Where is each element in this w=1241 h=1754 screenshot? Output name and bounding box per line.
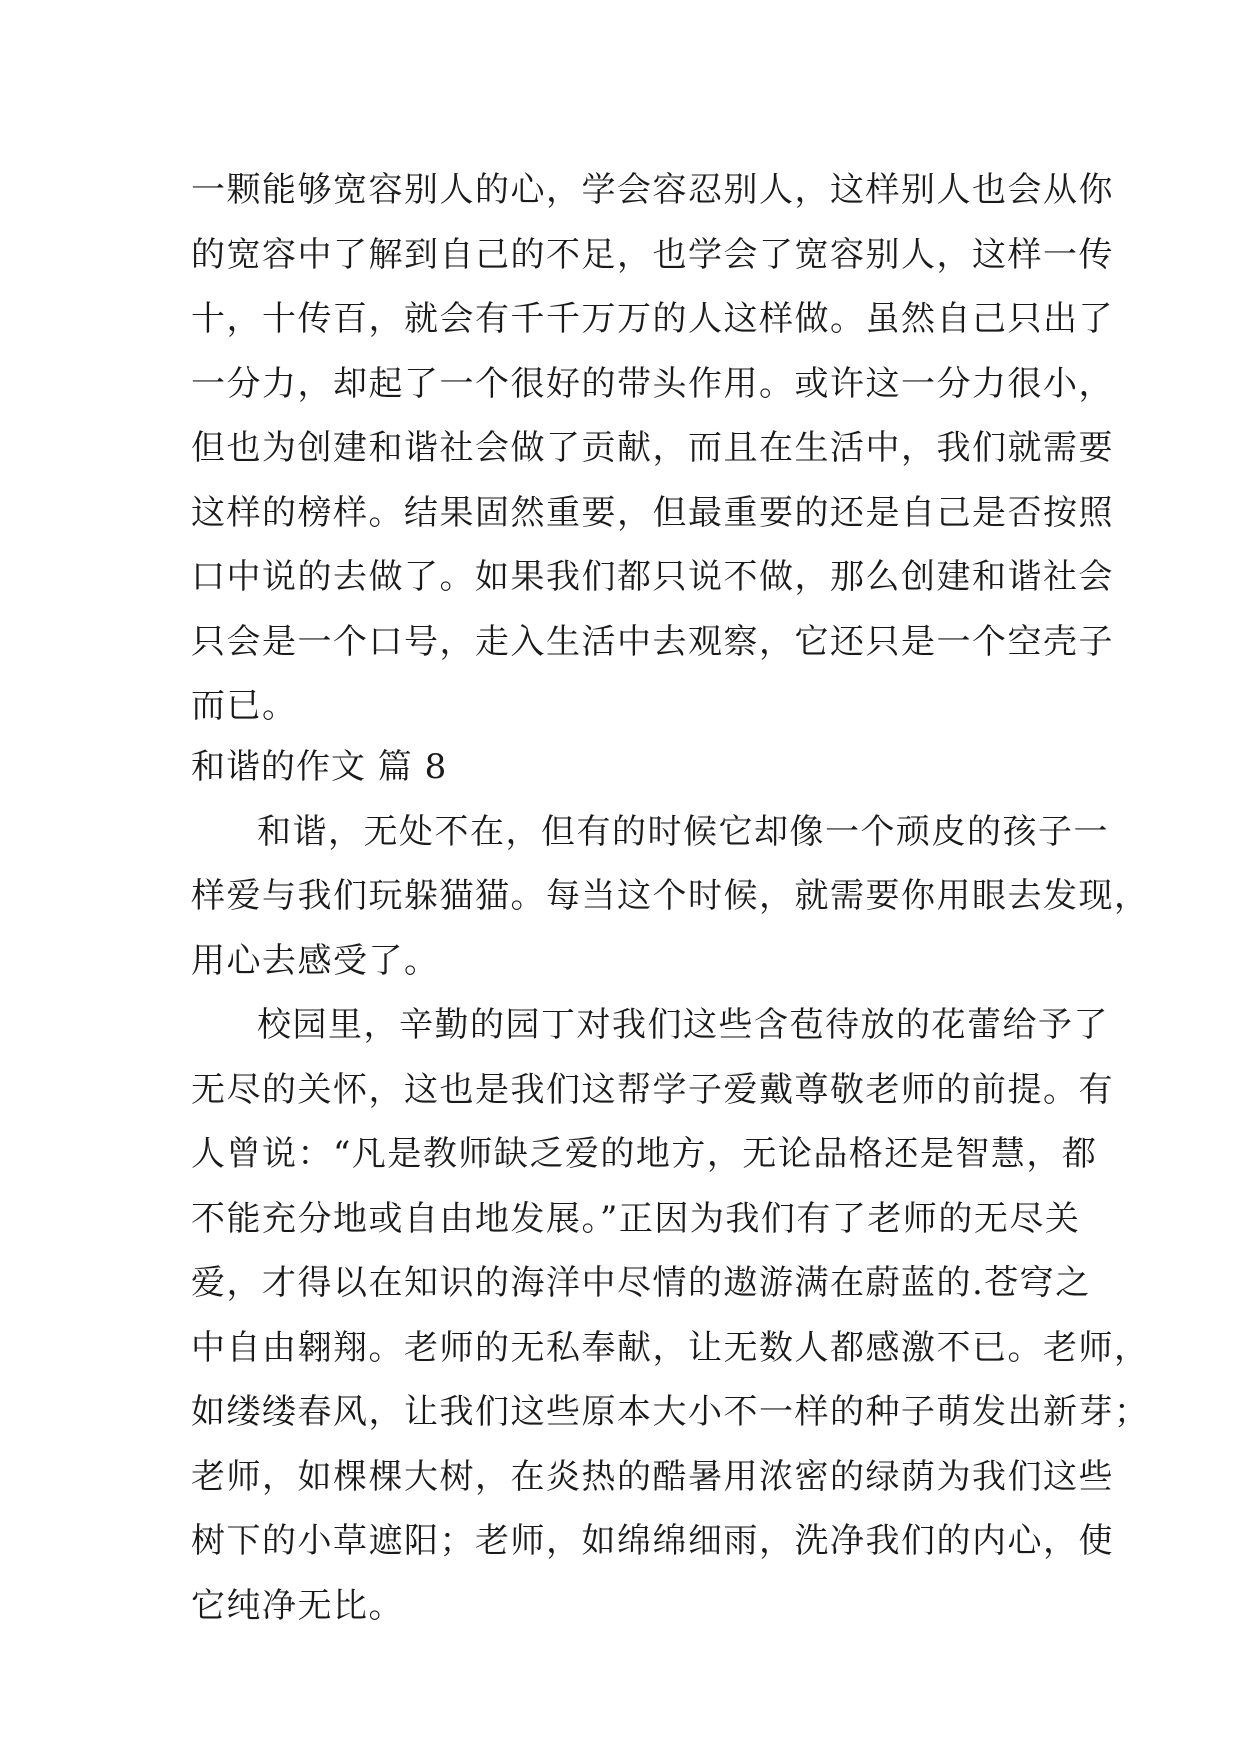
essay-paragraph-1: [191, 800, 1150, 994]
text-line: 一分力，却起了一个很好的带头作用。或许这一分力很小，: [191, 363, 1114, 404]
text-line: 如缕缕春风，让我们这些原本大小不一样的种子萌发出新芽；: [191, 1392, 1150, 1432]
text-line: 不能充分地或自由地发展。”正因为我们有了老师的无尽关: [191, 1198, 1081, 1239]
essay-section: [191, 735, 1150, 1638]
essay-paragraph-2: [191, 993, 1150, 1638]
text-line: 校园里，辛勤的园丁对我们这些含苞待放的花蕾给予了: [257, 1005, 1109, 1045]
text-line: 样爱与我们玩躲猫猫。每当这个时候，就需要你用眼去发现，: [191, 876, 1150, 916]
text-line: 人曾说：“凡是教师缺乏爱的地方，无论品格还是智慧，都: [191, 1134, 1098, 1174]
text-line: 这样的榜样。结果固然重要，但最重要的还是自己是否按照: [191, 492, 1114, 533]
text-line: 用心去感受了。: [191, 940, 440, 981]
essay-title: 和谐的作文 篇 8: [191, 747, 448, 787]
text-line: 口中说的去做了。如果我们都只说不做，那么创建和谐社会: [191, 557, 1114, 597]
text-line: 中自由翱翔。老师的无私奉献，让无数人都感激不已。老师，: [191, 1327, 1150, 1368]
text-line: 但也为创建和谐社会做了贡献，而且在生活中，我们就需要: [191, 428, 1114, 468]
text-line: 十，十传百，就会有千千万万的人这样做。虽然自己只出了: [191, 299, 1114, 339]
text-line: 老师，如棵棵大树，在炎热的酷暑用浓密的绿荫为我们这些: [191, 1456, 1114, 1497]
text-line: 爱，才得以在知识的海洋中尽情的遨游满在蔚蓝的.苍穹之: [191, 1263, 1091, 1303]
text-line: 只会是一个口号，走入生活中去观察，它还只是一个空壳子: [191, 621, 1114, 662]
text-line: 而已。: [191, 686, 298, 726]
text-line: 树下的小草遮阳；老师，如绵绵细雨，洗净我们的内心，使: [191, 1521, 1114, 1561]
text-line: 一颗能够宽容别人的心，学会容忍别人，这样别人也会从你: [191, 170, 1114, 210]
continuation-paragraph: [191, 158, 1114, 739]
text-line: 和谐，无处不在，但有的时候它却像一个顽皮的孩子一: [257, 811, 1109, 852]
text-line: 它纯净无比。: [191, 1585, 404, 1626]
text-line: 无尽的关怀，这也是我们这帮学子爱戴尊敬老师的前提。有: [191, 1069, 1114, 1110]
text-line: 的宽容中了解到自己的不足，也学会了宽容别人，这样一传: [191, 234, 1114, 275]
